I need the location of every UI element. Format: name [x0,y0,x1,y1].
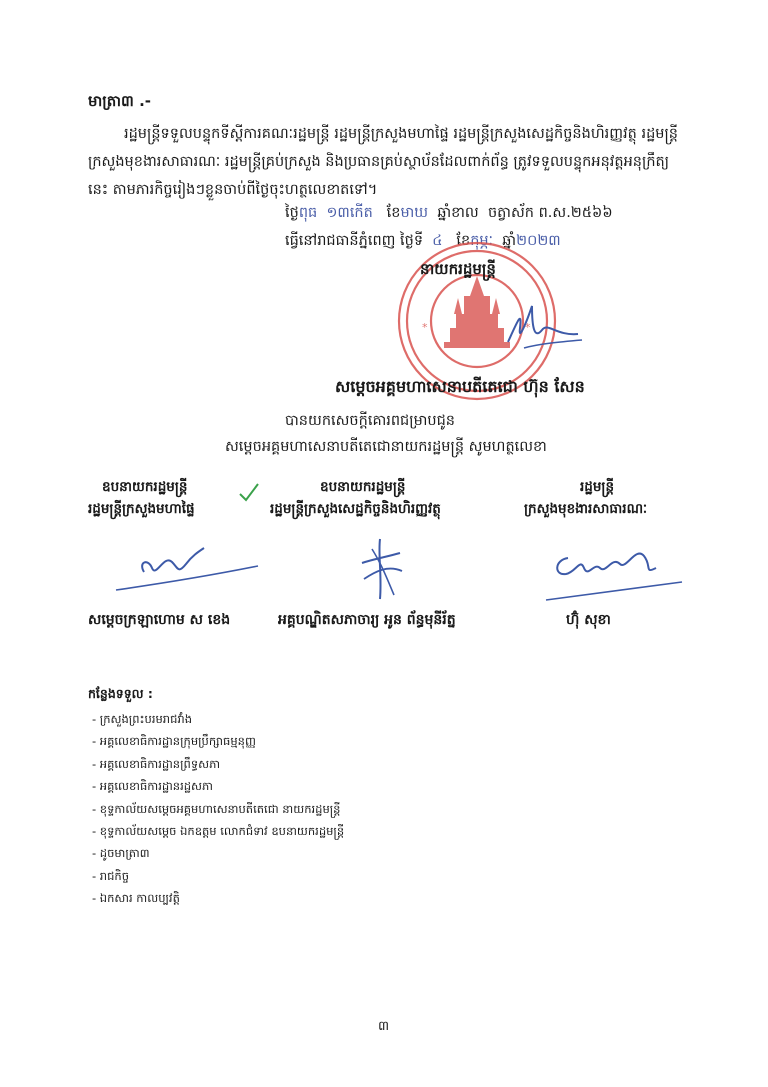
list-item: - អគ្គលេខាធិការដ្ឋានព្រឹទ្ធសភា [92,756,221,771]
signatory-3-name: ហ៊ុំ សុខា [566,612,611,628]
article-paragraph [88,120,688,204]
list-item: - ដូចមាត្រា៣ [92,846,150,861]
recipients-title: កន្លែងទទួល : [88,686,153,701]
lunar-day-name: ពុធ [298,205,318,221]
lunar-moon-day: ១៣កើត [326,205,373,221]
list-item: - រាជកិច្ច [92,868,130,883]
solar-day: ៤ [432,233,443,249]
list-item: - អគ្គលេខាធិការដ្ឋានក្រុមប្រឹក្សាធម្មនុញ្ញ [92,734,256,749]
submission-line-2: សម្តេចអគ្គមហាសេនាបតីតេជោនាយករដ្ឋមន្ត្រី សូមហត្ថលេខា [225,439,547,455]
signatory-3-subtitle: ក្រសួងមុខងារសាធារណៈ [524,501,648,517]
lunar-date: ថ្ងៃពុធ ១៣កើត ខែមាឃ ឆ្នាំខាល ចត្វាស័ក ព.ស.២៥៦៦ [285,205,613,221]
checkmark-icon [238,482,260,502]
signatory-2-title: ឧបនាយករដ្ឋមន្ត្រី [320,479,406,495]
submission-line-1: បានយកសេចក្តីគោរពជម្រាបជូន [285,413,455,429]
signatory-1-signature-icon [108,540,268,600]
signatory-1-name: សម្តេចក្រឡាហោម ស ខេង [88,612,231,628]
prime-minister-title: នាយករដ្ឋមន្ត្រី [420,260,496,278]
list-item: - ខុទ្ទកាល័យសម្តេច ឯកឧត្តម លោកជំទាវ ឧបនាយករដ្ឋមន្ត្រី [92,823,345,838]
article-paragraph-text: រដ្ឋមន្ត្រីទទួលបន្ទុកទីស្តីការគណៈរដ្ឋមន្ត្រី រដ្ឋមន្ត្រីក្រសួងមហាផ្ទៃ រដ្ឋមន្ត្រីក្រសួងសេដ្ឋកិច្ចនិងហិរញ្ញវត្ថុ រដ្ឋមន្ត្រីក្រសួងមុខងារសាធារណៈ រដ្ឋមន្ត្រីគ្រប់ក្រសួង និងប្រធានគ្រប់ស្ថាប័នដែលពាក់ព័ន្ធ ត្រូវទទួលបន្ទុកអនុវត្តអនុក្រឹត្យនេះ តាមភារកិច្ចរៀងៗខ្លួនចាប់ពីថ្ងៃចុះហត្ថលេខាតទៅ។ [88,126,679,198]
signatory-1-subtitle: រដ្ឋមន្ត្រីក្រសួងមហាផ្ទៃ [88,501,195,517]
prime-minister-name: សម្តេចអគ្គមហាសេនាបតីតេជោ ហ៊ុន សែន [335,377,585,396]
page-number: ៣ [378,1019,390,1034]
signatory-2-signature-icon [352,535,412,605]
solar-date: ធ្វើនៅរាជធានីភ្នំពេញ ថ្ងៃទី ៤ ខែកុម្ភៈ ឆ្នាំ២០២៣ [285,233,561,249]
list-item: - ខុទ្ទកាល័យសម្តេចអគ្គមហាសេនាបតីតេជោ នាយករដ្ឋមន្ត្រី [92,801,341,816]
signatory-3-signature-icon [540,538,690,606]
svg-text:*: * [525,321,531,334]
svg-text:*: * [422,321,428,334]
solar-year: ២០២៣ [516,233,561,249]
prime-minister-signature-icon [498,300,588,360]
list-item: - ក្រសួងព្រះបរមរាជវាំង [92,712,193,726]
recipients-list [92,708,344,910]
signatory-3-title: រដ្ឋមន្ត្រី [580,479,615,495]
list-item: - ឯកសារ កាលប្បវត្តិ [92,891,180,906]
signatory-1-title: ឧបនាយករដ្ឋមន្ត្រី [102,479,188,495]
signatory-2-name: អគ្គបណ្ឌិតសភាចារ្យ អូន ព័ន្ធមុនីរ័ត្ន [278,612,456,628]
signatory-2-subtitle: រដ្ឋមន្ត្រីក្រសួងសេដ្ឋកិច្ចនិងហិរញ្ញវត្ថុ [270,501,441,517]
solar-month: កុម្ភៈ [470,233,494,249]
article-heading: មាត្រា៣ .- [88,92,151,110]
list-item: - អគ្គលេខាធិការដ្ឋានរដ្ឋសភា [92,779,213,794]
lunar-month: មាឃ [400,205,429,221]
